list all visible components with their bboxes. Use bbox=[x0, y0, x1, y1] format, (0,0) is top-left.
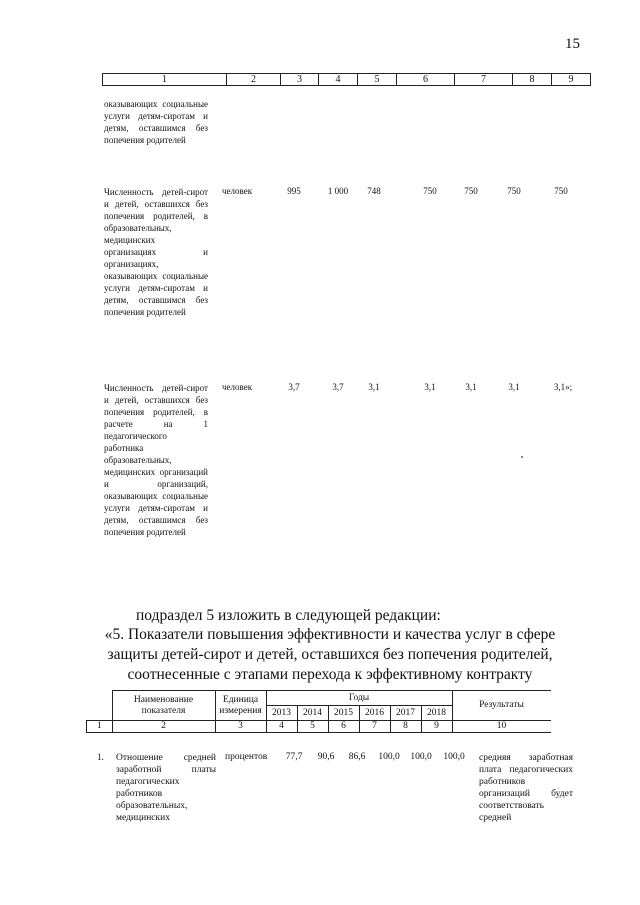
table2-year: 2014 bbox=[297, 706, 328, 721]
table2-num-cell: 3 bbox=[215, 721, 266, 733]
table2-col-name: Наименование показателя bbox=[112, 691, 215, 721]
table1-header-cell: 9 bbox=[552, 74, 591, 86]
table2-year: 2018 bbox=[421, 706, 452, 721]
table1-header-cell: 8 bbox=[513, 74, 552, 86]
table2-row1-value: 100,0 bbox=[378, 752, 400, 762]
table1-row1-value: 1 000 bbox=[327, 186, 349, 196]
table1-row2-value: 3,1»; bbox=[553, 382, 573, 392]
table1-row2-value: 3,1 bbox=[424, 382, 436, 392]
table2-col-years: Годы bbox=[266, 691, 452, 706]
table2-num-cell: 9 bbox=[421, 721, 452, 733]
table2-row1-value: 77,7 bbox=[285, 752, 303, 762]
table1-row2-value: 3,1 bbox=[508, 382, 520, 392]
table2-row1-num: 1. bbox=[97, 752, 104, 762]
table2-row1-value: 100,0 bbox=[443, 752, 465, 762]
table1-header-cell: 7 bbox=[455, 74, 513, 86]
table1-row1-value: 748 bbox=[367, 186, 381, 196]
table2-num-cell: 6 bbox=[328, 721, 359, 733]
subsection-title-line3: соотнесенные с этапами перехода к эффективному контракту bbox=[127, 666, 533, 683]
table2-corner-cell bbox=[87, 691, 113, 721]
subsection-title-line2: защиты детей-сирот и детей, оставшихся без попечения родителей, bbox=[107, 646, 553, 663]
table2-col-results: Результаты bbox=[452, 691, 551, 721]
table1-header-cell: 5 bbox=[358, 74, 397, 86]
table1-row1-value: 995 bbox=[287, 186, 301, 196]
table1-row1-value: 750 bbox=[464, 186, 478, 196]
table2-row1-name: Отношение средней заработной платы педагогических работников образовательных, медицинских bbox=[116, 753, 216, 823]
table1-row1-value: 750 bbox=[423, 186, 437, 196]
table1-header-cell: 6 bbox=[397, 74, 455, 86]
table1-header-cell: 3 bbox=[281, 74, 319, 86]
table2-num-cell: 5 bbox=[297, 721, 328, 733]
table2-num-cell: 7 bbox=[359, 721, 390, 733]
subsection-title-line1: «5. Показатели повышения эффективности и качества услуг в сфере bbox=[104, 626, 556, 643]
table1-header-cell: 2 bbox=[227, 74, 281, 86]
table2-year: 2017 bbox=[390, 706, 421, 721]
table1-row2-value: 3,7 bbox=[332, 382, 344, 392]
table2-num-cell: 1 bbox=[87, 721, 113, 733]
table2-year: 2013 bbox=[266, 706, 297, 721]
table1-header-cell: 4 bbox=[319, 74, 358, 86]
table2-row1-unit: процентов bbox=[225, 752, 268, 762]
table1-row2-value: 3,1 bbox=[465, 382, 477, 392]
table2-row1-value: 86,6 bbox=[348, 752, 366, 762]
table2-year: 2016 bbox=[359, 706, 390, 721]
table1-header bbox=[102, 73, 591, 86]
table1-row2-value: 3,7 bbox=[288, 382, 300, 392]
table2-num-cell: 2 bbox=[112, 721, 215, 733]
table1-row2-unit: человек bbox=[222, 382, 253, 392]
table1-row2-value: 3,1 bbox=[368, 382, 380, 392]
table2-col-unit: Единица измерения bbox=[215, 691, 266, 721]
table2-year: 2015 bbox=[328, 706, 359, 721]
scan-speck bbox=[521, 456, 523, 458]
table1-row1-unit: человек bbox=[222, 186, 253, 196]
page-number: 15 bbox=[565, 36, 580, 52]
table2-header bbox=[86, 690, 551, 733]
subsection-intro: подраздел 5 изложить в следующей редакции: bbox=[136, 607, 441, 624]
table2-num-cell: 10 bbox=[452, 721, 551, 733]
table1-row1-value: 750 bbox=[554, 186, 568, 196]
table1-continued-text: оказывающих социальные услуги детям-сиротам и детям, оставшимся без попечения родителей bbox=[104, 99, 208, 145]
table2-num-cell: 4 bbox=[266, 721, 297, 733]
table2-row1-value: 100,0 bbox=[410, 752, 432, 762]
table1-row2-description: Численность детей-сирот и детей, оставшихся без попечения родителей, в расчете на 1 педагогического работника образовательных, медицинских организаций и организаций, оказывающих социальные услуги детям-сиротам и детям, оставшимся без попечения родителей bbox=[104, 383, 208, 537]
table1-header-cell: 1 bbox=[103, 74, 227, 86]
table1-row1-value: 750 bbox=[507, 186, 521, 196]
table1-row1-description: Численность детей-сирот и детей, оставшихся без попечения родителей, в образовательных, медицинских организациях и организациях, оказывающих социальные услуги детям-сиротам и детям, оставшимся без попечения родителей bbox=[104, 187, 208, 317]
table2-num-cell: 8 bbox=[390, 721, 421, 733]
table2-row1-value: 90,6 bbox=[317, 752, 335, 762]
table2-row1-result: средняя заработная плата педагогических работников организаций будет соответствовать средней bbox=[479, 753, 573, 823]
